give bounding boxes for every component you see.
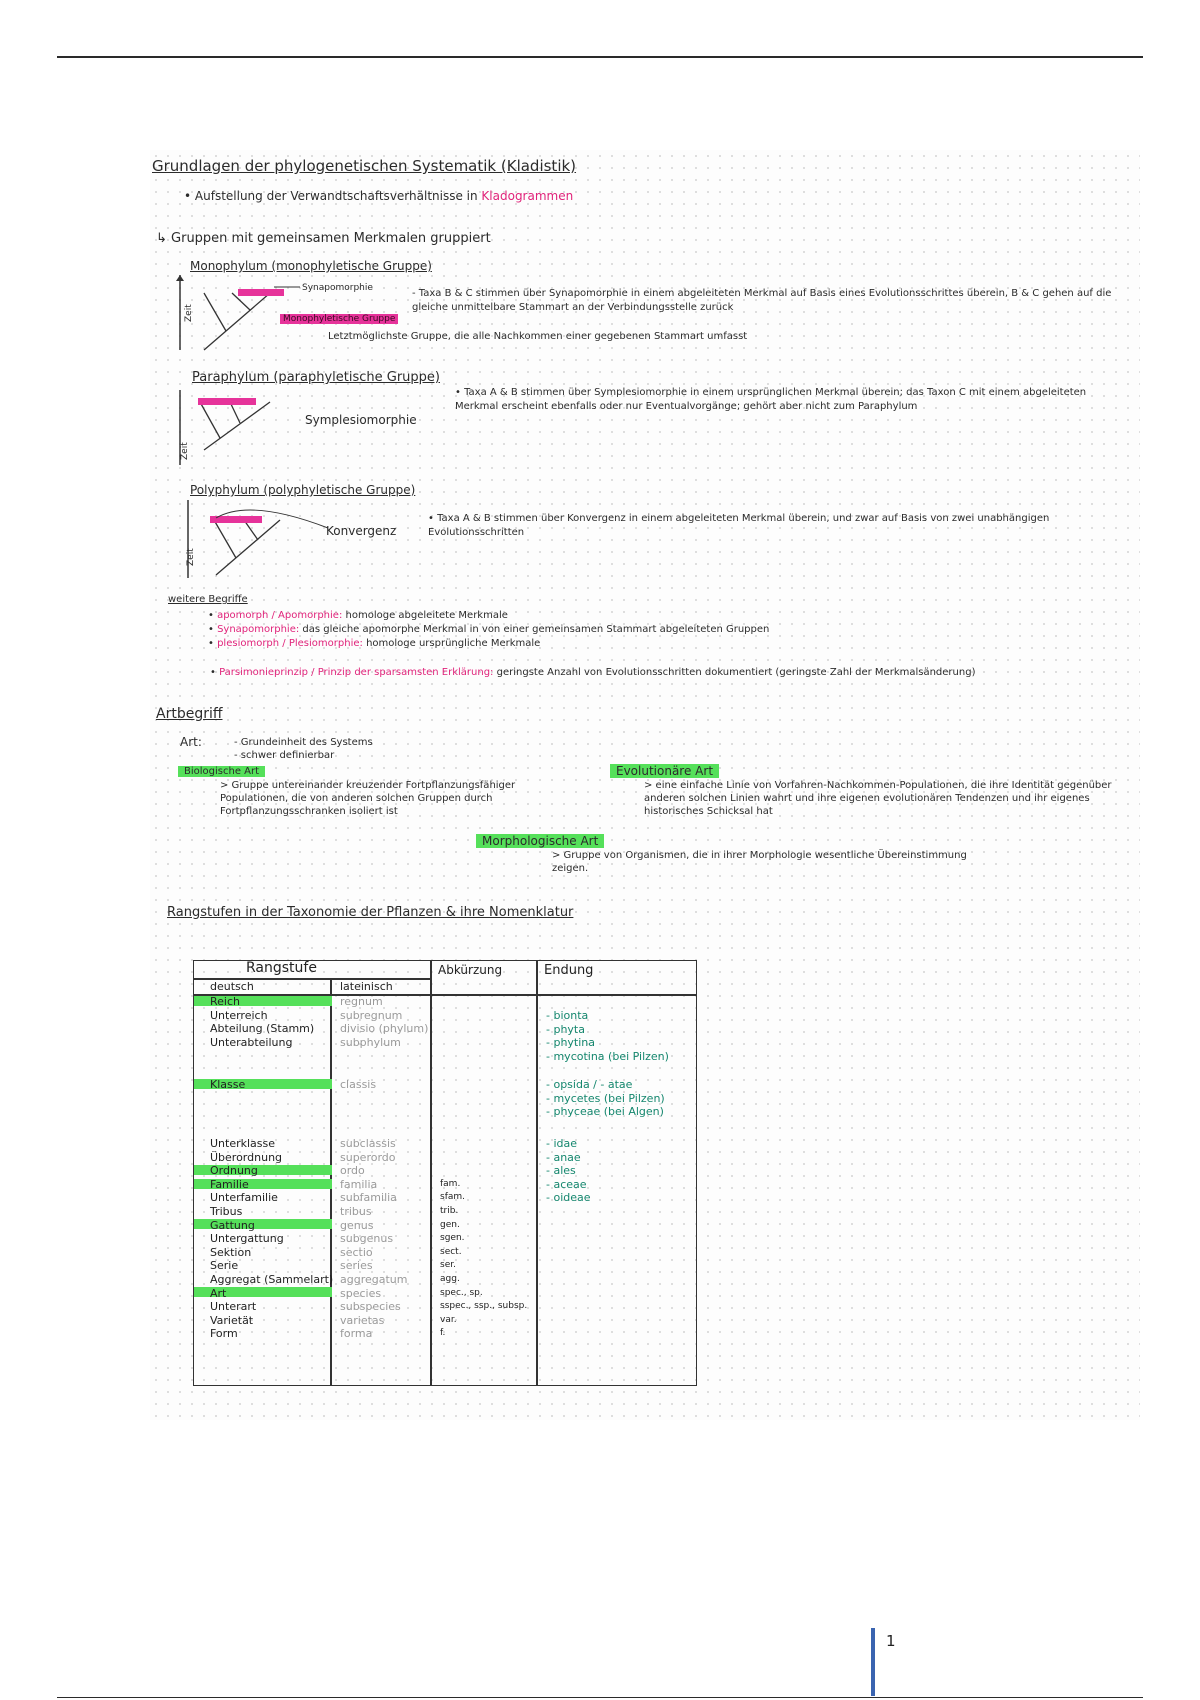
artbegriff-title: Artbegriff [156,706,223,722]
taxonomy-table [193,960,697,1386]
rank-la: genus [340,1218,374,1232]
rank-de: Unterart [210,1300,257,1314]
rank-ending: - phyta [546,1022,585,1036]
bio-art-text: > Gruppe untereinander kreuzender Fortpflanzungsfähiger Populationen, die von anderen solchen Gruppen durch Fortpflanzungsschranken isoliert ist [220,780,516,817]
taxonomy-title: Rangstufen in der Taxonomie der Pflanzen & ihre Nomenklatur [167,905,574,920]
term-item: • apomorph / Apomorphie: homologe abgeleitete Merkmale [208,610,508,621]
page-number: 1 [886,1632,896,1650]
rank-ending: - ales [546,1164,576,1178]
header-ending: Endung [544,963,594,978]
groups-line: ↳ Gruppen mit gemeinsamen Merkmalen gruppiert [156,231,491,246]
rank-la: subregnum [340,1008,403,1022]
rank-de: Abteilung (Stamm) [210,1022,315,1036]
term-def: das gleiche apomorphe Merkmal in von einer gemeinsamen Stammart abgeleiteten Gruppen [302,624,770,635]
rank-la: subphylum [340,1035,401,1049]
rank-la: subspecies [340,1300,401,1314]
rank-de: Klasse [210,1078,246,1091]
rank-abbr: spec., sp. [440,1287,483,1298]
rank-la: subclassis [340,1137,396,1150]
rank-ending: - mycotina (bei Pilzen) [546,1049,669,1063]
rank-la: ordo [340,1164,365,1178]
la-col-block2 [340,1078,376,1092]
term-name: Synapomorphie: [217,624,300,635]
term-name: plesiomorph / Plesiomorphie: [217,638,363,649]
evo-art-title: Evolutionäre Art [610,764,719,778]
axis-label-zeit: Zeit [184,304,194,322]
polyphylum-tag: Konvergenz [326,524,397,538]
end-col-block3 [546,1137,591,1205]
la-col-block3 [340,1137,407,1341]
col-divider [536,961,538,1385]
rank-de: Familie [210,1177,249,1191]
rank-la: familia [340,1177,378,1191]
rank-la: varietas [340,1313,385,1327]
rank-ending: - aceae [546,1177,587,1191]
paraphylum-note: • Taxa A & B stimmen über Symplesiomorphie in einem ursprünglichen Merkmal überein; das Taxon C mit einem abgeleiteten Merkmal erscheint ebenfalls oder nur Eventualvorgänge; gehört aber nicht zum Paraphylum [455,387,1087,412]
header-deutsch: deutsch [210,980,254,993]
art-label: Art: [180,735,202,749]
morph-art-title: Morphologische Art [476,834,604,848]
parsimony-term: Parsimonieprinzip / Prinzip der sparsamsten Erklärung: [219,667,494,678]
intro-bullet: • Aufstellung der Verwandtschaftsverhältnisse in Kladogrammen [184,189,574,203]
rank-de: Art [210,1286,227,1300]
rank-ending: - phytina [546,1036,596,1050]
term-def: homologe abgeleitete Merkmale [345,610,508,621]
rank-la: classis [340,1078,377,1091]
rank-de: Überordnung [210,1150,283,1164]
paraphylum-title: Paraphylum (paraphyletische Gruppe) [192,370,440,385]
monophylum-definition: Letztmöglichste Gruppe, die alle Nachkommen einer gegebenen Stammart umfasst [328,331,748,342]
rank-de: Serie [210,1259,239,1273]
rank-ending: - mycetes (bei Pilzen) [546,1091,665,1105]
monophylum-tag: Synapomorphie [302,283,373,293]
art-point: - Grundeinheit des Systems [234,737,373,748]
art-point: - schwer definierbar [234,750,335,761]
evo-art-text: > eine einfache Linie von Vorfahren-Nachkommen-Populationen, die ihre Identität gegenüber anderen solchen Linien wahrt und ihre eigenen evolutionären Tendenzen und ihr eigenes historisches Schicksal hat [644,780,1112,817]
abbr-col-block3 [440,1137,527,1341]
rank-abbr: ser. [440,1260,456,1271]
parsimony-def: geringste Anzahl von Evolutionsschritten dokumentiert (geringste Zahl der Merkmalsänderung) [496,667,976,678]
parsimony-item: • Parsimonieprinzip / Prinzip der sparsamsten Erklärung: geringste Anzahl von Evolutionsschritten dokumentiert (geringste Zahl der Merkmalsänderung) [210,667,976,678]
rank-abbr: trib. [440,1205,459,1216]
rank-de: Unterklasse [210,1137,276,1150]
rank-abbr: var. [440,1314,457,1325]
rank-abbr [440,1164,527,1178]
rank-la: aggregatum [340,1272,408,1286]
paraphylum-cladogram [170,390,370,470]
rank-de: Untergattung [210,1232,284,1246]
page-heading: Grundlagen der phylogenetischen Systematik (Kladistik) [152,157,577,175]
term-def: homologe ursprüngliche Merkmale [366,638,541,649]
de-col-block3 [210,1137,333,1341]
header-rank: Rangstufe [246,960,317,976]
rank-la: sectio [340,1245,373,1259]
rank-abbr: gen. [440,1219,460,1230]
rank-abbr: agg. [440,1273,460,1284]
rank-ending: - idae [546,1137,578,1150]
monophylum-title: Monophylum (monophyletische Gruppe) [190,259,432,273]
rank-la: divisio (phylum) [340,1022,429,1036]
rank-de: Unterfamilie [210,1191,278,1205]
polyphylum-cladogram [180,500,380,580]
rank-de: Varietät [210,1313,254,1327]
rank-ending: - bionta [546,1009,589,1022]
rank-abbr: sgen. [440,1233,465,1244]
term-item: • plesiomorph / Plesiomorphie: homologe ursprüngliche Merkmale [208,638,541,649]
rank-de: Tribus [210,1204,243,1218]
rank-abbr: sspec., ssp., subsp. [440,1301,528,1312]
rank-de: Sektion [210,1245,252,1259]
page-number-bar [871,1628,875,1696]
rank-la: superordo [340,1150,396,1164]
header-lateinisch: lateinisch [340,980,393,993]
rank-de: Unterabteilung [210,1035,293,1049]
morph-art-text: > Gruppe von Organismen, die in ihrer Morphologie wesentliche Übereinstimmung zeigen. [552,850,967,874]
terms-title: weitere Begriffe [168,594,248,605]
bio-art-title: Biologische Art [178,766,265,777]
rank-la: species [340,1286,382,1300]
rank-ending: - phyceae (bei Algen) [546,1105,664,1119]
intro-text: Aufstellung der Verwandtschaftsverhältnisse in [194,189,482,203]
col-divider [430,961,432,1385]
paraphylum-tag: Symplesiomorphie [305,413,417,427]
rank-la: tribus [340,1204,372,1218]
axis-label-zeit-2: Zeit [180,442,190,460]
rank-la: subgenus [340,1232,394,1246]
rank-de: Reich [210,995,240,1008]
rank-abbr: sect. [440,1246,462,1257]
header-rule [57,56,1143,58]
la-col-block1 [340,995,428,1049]
rank-ending: - opsida / - atae [546,1078,633,1091]
rank-de: Ordnung [210,1164,258,1178]
end-col-block2 [546,1078,665,1119]
rank-de: Aggregat (Sammelart) [210,1272,334,1286]
rank-abbr [440,1151,527,1165]
header-abbreviation: Abkürzung [438,963,503,977]
term-item: • Synapomorphie: das gleiche apomorphe Merkmal in von einer gemeinsamen Stammart abgeleiteten Gruppen [208,624,770,635]
rank-abbr: sfam. [440,1192,466,1203]
footer-rule [57,1697,1143,1698]
rank-de: Gattung [210,1218,255,1232]
rank-la: series [340,1259,373,1273]
polyphylum-title: Polyphylum (polyphyletische Gruppe) [190,483,416,497]
rank-ending: - anae [546,1150,581,1164]
monophylum-note: - Taxa B & C stimmen über Synapomorphie in einem abgeleiteten Merkmal auf Basis eines Evolutionsschrittes überein, B & C gehen auf die gleiche unmittelbare Stammart an der Verbindungsstelle zurück [412,288,1112,313]
rank-abbr: fam. [440,1178,461,1189]
intro-highlight: Kladogrammen [481,189,574,203]
rank-la: regnum [340,995,383,1008]
rank-abbr: f. [440,1328,446,1339]
rank-ending: - oideae [546,1191,591,1205]
de-col-block1 [210,995,314,1049]
rank-la: subfamilia [340,1191,397,1205]
de-col-block2 [210,1078,245,1092]
rank-de: Unterreich [210,1008,268,1022]
monophylum-group-label: Monophyletische Gruppe [280,314,398,324]
end-col-block1 [546,1009,669,1063]
rank-la: forma [340,1327,373,1341]
rank-de: Form [210,1327,238,1341]
rank-abbr [440,1137,527,1151]
term-name: apomorph / Apomorphie: [217,610,343,621]
polyphylum-note: • Taxa A & B stimmen über Konvergenz in einem abgeleiteten Merkmal überein, und zwar auf Basis von zwei unabhängigen Evolutionsschritten [428,513,1050,538]
axis-label-zeit-3: Zeit [186,548,196,566]
